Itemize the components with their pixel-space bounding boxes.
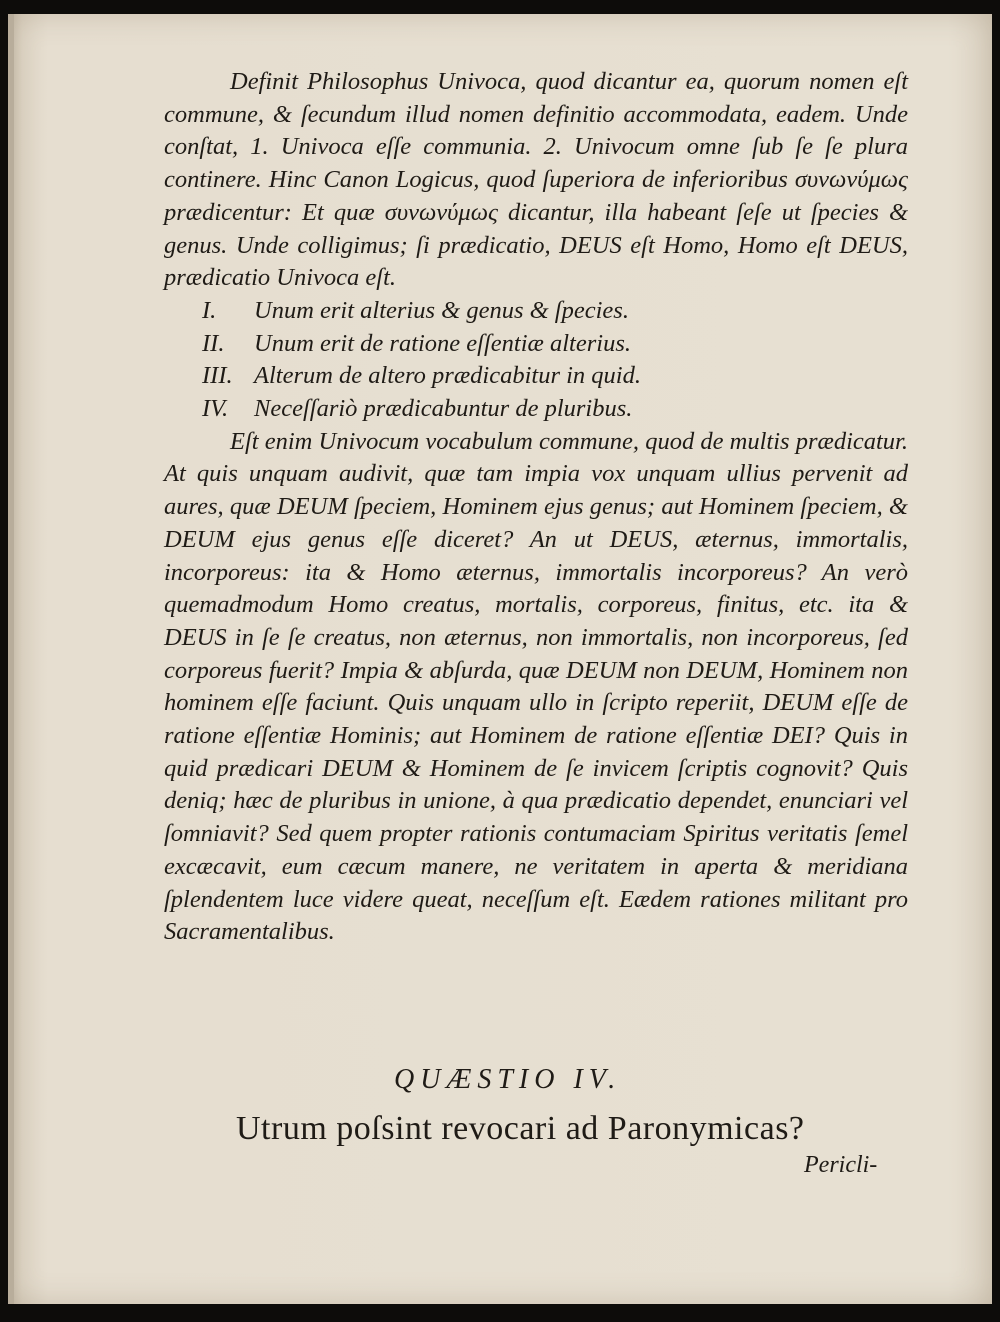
body-text <box>164 66 908 949</box>
consequence-list <box>164 295 908 426</box>
section-question: Utrum poſsint revocari ad Paronymicas? <box>236 1110 805 1147</box>
list-item <box>164 295 908 328</box>
list-number: II. <box>202 329 225 357</box>
list-text: Neceſſariò prædicabuntur de pluribus. <box>254 395 633 423</box>
list-item <box>164 328 908 361</box>
list-text: Alterum de altero prædicabitur in quid. <box>254 362 641 390</box>
list-text: Unum erit alterius & genus & ſpecies. <box>254 296 629 324</box>
list-number: III. <box>202 362 233 390</box>
list-text: Unum erit de ratione eſſentiæ alterius. <box>254 329 631 357</box>
list-number: I. <box>202 296 217 324</box>
intro-paragraph: Definit Philosophus Univoca, quod dicantur ea, quorum nomen eſt commune, & ſecundum illud nomen definitio accommodata, eadem. Unde conſtat, 1. Univoca eſſe communia. 2. Univocum omne ſub ſe ſe plura continere. Hinc Canon Logicus, quod ſuperiora de inferioribus συνωνύμως prædicentur: Et quæ συνωνύμως dicantur, illa habeant ſeſe ut ſpecies & genus. Unde colligimus; ſi prædicatio, DEUS eſt Homo, Homo eſt DEUS, prædicatio Univoca eſt. <box>164 68 908 292</box>
catchword: Pericli- <box>804 1152 878 1178</box>
list-number: IV. <box>202 395 229 423</box>
list-item <box>164 393 908 426</box>
list-item <box>164 360 908 393</box>
section-heading: QUÆSTIO IV. <box>394 1064 622 1095</box>
page-gutter <box>8 14 14 1304</box>
argument-paragraph: Eſt enim Univocum vocabulum commune, quod de multis prædicatur. At quis unquam audivit, quæ tam impia vox unquam ullius pervenit ad aures, quæ DEUM ſpeciem, Hominem ejus genus; aut Hominem ſpeciem, & DEUM ejus genus eſſe diceret? An ut DEUS, æternus, immortalis, incorporeus: ita & Homo æternus, immortalis incorporeus? An verò quemadmodum Homo creatus, mortalis, corporeus, finitus, etc. ita & DEUS in ſe ſe creatus, non æternus, non immortalis, non incorporeus, ſed corporeus fuerit? Impia & abſurda, quæ DEUM non DEUM, Hominem non hominem eſſe faciunt. Quis unquam ullo in ſcripto reperiit, DEUM eſſe de ratione eſſentiæ Hominis; aut Hominem de ratione eſſentiæ DEI? Quis in quid prædicari DEUM & Hominem de ſe invicem ſcriptis cognovit? Quis deniq; hæc de pluribus in unione, à qua prædicatio dependet, enunciari vel ſomniavit? Sed quem propter rationis contumaciam Spiritus veritatis ſemel excæcavit, eum cæcum manere, ne veritatem in aperta & meridiana ſplendentem luce videre queat, neceſſum eſt. Eædem rationes militant pro Sacramentalibus. <box>164 427 908 946</box>
